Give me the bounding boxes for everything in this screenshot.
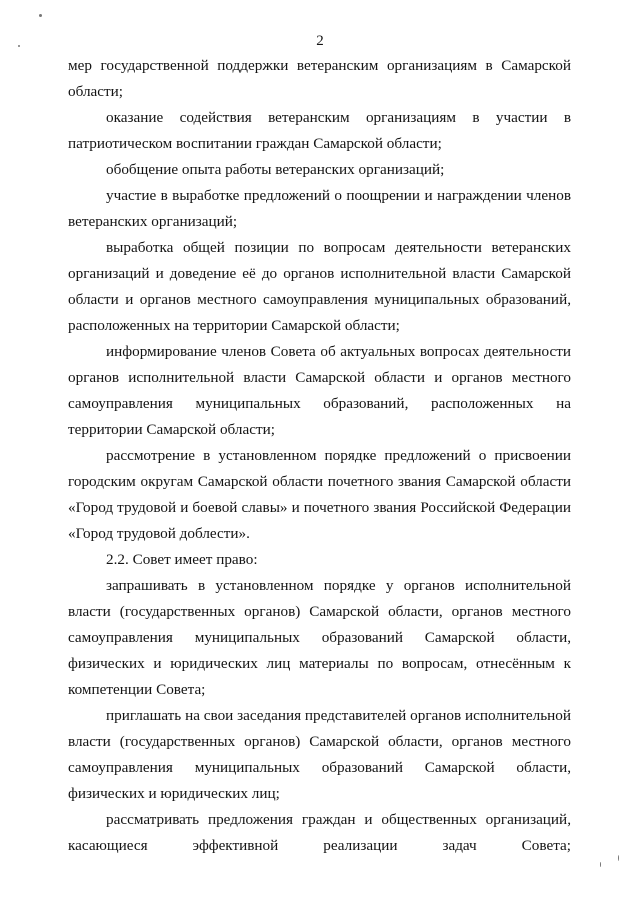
paragraph: приглашать на свои заседания представителей органов исполнительной власти (государственных органов) Самарской области, органов местного самоуправления муниципальных образований Самарской области, физических и юридических лиц;	[68, 707, 571, 802]
paragraph: запрашивать в установленном порядке у органов исполнительной власти (государственных органов) Самарской области, органов местного самоуправления муниципальных образований Самарской области, физических и юридических лиц материалы по вопросам, отнесённым к компетенции Совета;	[68, 577, 571, 698]
paragraph: выработка общей позиции по вопросам деятельности ветеранских организаций и доведение её до органов исполнительной власти Самарской области и органов местного самоуправления муниципальных образований, расположенных на территории Самарской области;	[68, 239, 571, 334]
paragraph: участие в выработке предложений о поощрении и награждении членов ветеранских организаций;	[68, 187, 571, 230]
paragraph: 2.2. Совет имеет право:	[106, 551, 258, 568]
paragraph: рассматривать предложения граждан и общественных организаций, касающиеся эффективной реализации задач Совета;	[68, 811, 571, 854]
scan-speck	[18, 45, 20, 47]
paragraph: информирование членов Совета об актуальных вопросах деятельности органов исполнительной власти Самарской области и органов местного самоуправления муниципальных образований, расположенных на территории Самарской области;	[68, 343, 571, 438]
paragraph: рассмотрение в установленном порядке предложений о присвоении городским округам Самарской области почетного звания Самарской области «Город трудовой и боевой славы» и почетного звания Российской Федерации «Город трудовой доблести».	[68, 447, 571, 542]
scan-speck	[618, 855, 619, 861]
paragraph: оказание содействия ветеранским организациям в участии в патриотическом воспитании граждан Самарской области;	[68, 109, 571, 152]
document-body	[68, 53, 571, 859]
paragraph: мер государственной поддержки ветеранским организациям в Самарской области;	[68, 57, 571, 100]
paragraph: обобщение опыта работы ветеранских организаций;	[106, 161, 445, 178]
page-number: 2	[316, 33, 324, 49]
scan-speck	[39, 14, 42, 17]
scan-speck	[600, 862, 601, 867]
